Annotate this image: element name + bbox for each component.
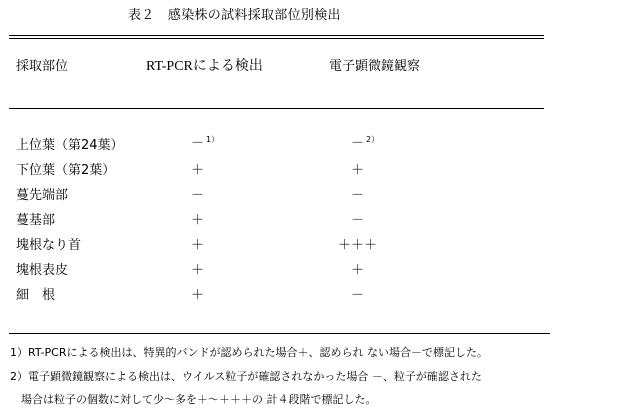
table-row-part: 蔓先端部 (16, 188, 69, 203)
bottom-rule (9, 333, 550, 334)
table-row-rt-result: ＋ (191, 238, 205, 253)
footnote-2-continued: 場合は粒子の個数に対して少～多を＋～＋＋＋の 計４段階で標記した。 (10, 393, 377, 406)
table-row-rt-result: ＋ (191, 288, 205, 303)
table-row-em-result: － (351, 213, 365, 228)
table-row-em-result (351, 137, 379, 150)
top-rule-1 (9, 35, 544, 36)
rt-mark: － (191, 136, 205, 151)
table-row-rt-result: ＋ (191, 163, 205, 178)
table-row-em-result: － (351, 188, 365, 203)
em-mark: － (351, 136, 365, 151)
table-row-rt-result: ＋ (191, 263, 205, 278)
footnote-1: 1）RT-PCRによる検出は、特異的バンドが認められた場合＋、認められ ない場合－で標記した。 (10, 346, 488, 359)
footnote-ref-2: 2） (366, 135, 380, 144)
header-sampling-part: 採取部位 (16, 59, 69, 74)
table-row-part: 上位葉（第24葉） (16, 138, 124, 153)
table-row-em-result: ＋ (351, 163, 365, 178)
top-rule-2 (9, 38, 544, 39)
footnote-2: 2）電子顕微鏡観察による検出は、ウイルス粒子が確認されなかった場合 －、粒子が確認された (10, 370, 482, 383)
header-rt-pcr: RT-PCRによる検出 (146, 59, 263, 74)
table-row-part: 塊根表皮 (16, 263, 69, 278)
table-row-part: 下位葉（第2葉） (16, 163, 116, 178)
table-row-rt-result: ＋ (191, 213, 205, 228)
table-row-part: 細 根 (16, 288, 56, 303)
table-row-em-result: ＋ (351, 263, 365, 278)
header-rule (9, 108, 544, 109)
footnote-ref-1: 1） (206, 135, 220, 144)
table-row-rt-result: － (191, 188, 205, 203)
table-row-em-result: － (351, 288, 365, 303)
header-electron-microscopy: 電子顕微鏡観察 (329, 59, 421, 74)
table-caption: 表２ 感染株の試料採取部位別検出 (128, 8, 341, 23)
table-row-rt-result (191, 137, 219, 150)
table-row-part: 塊根なり首 (16, 238, 82, 253)
table-row-em-result: ＋＋＋ (338, 238, 378, 253)
table-row-part: 蔓基部 (16, 213, 56, 228)
